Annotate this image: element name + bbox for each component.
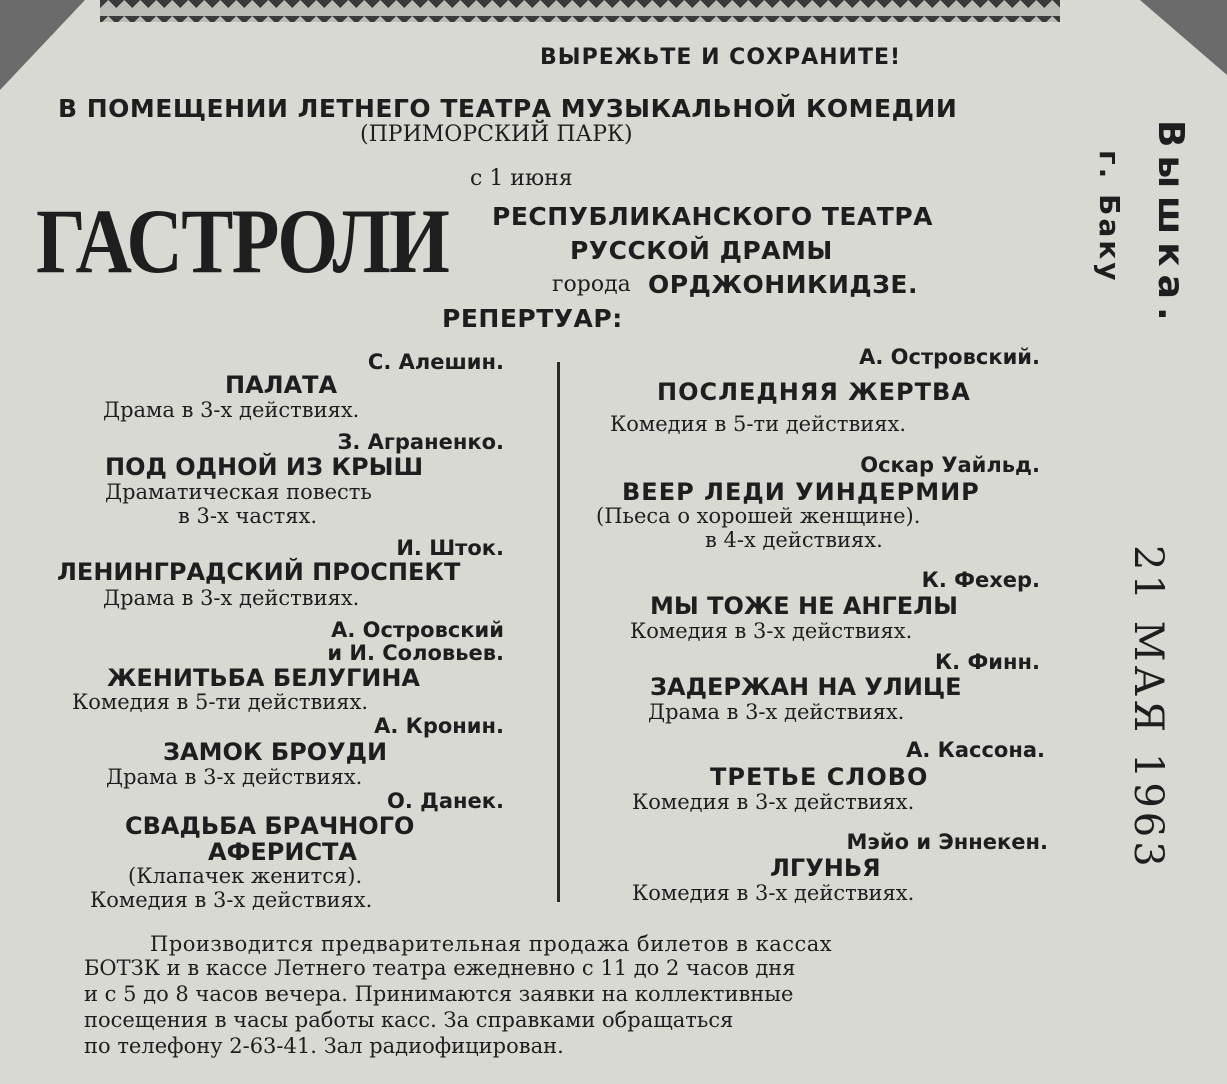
venue-subline: (ПРИМОРСКИЙ ПАРК) <box>360 122 633 147</box>
play-title-2: АФЕРИСТА <box>208 838 358 866</box>
play-title: ТРЕТЬЕ СЛОВО <box>710 763 929 791</box>
theatre-line-1: РЕСПУБЛИКАНСКОГО ТЕАТРА <box>492 202 934 231</box>
footer-line: Производится предварительная продажа билетов в кассах <box>150 932 833 956</box>
play-title: ЖЕНИТЬБА БЕЛУГИНА <box>107 664 420 692</box>
play-description: Драма в 3-х действиях. <box>103 398 360 422</box>
play-description: в 3-х частях. <box>178 504 318 528</box>
play-author-2: и И. Соловьев. <box>327 641 504 665</box>
newspaper-name: Вышка. <box>1150 120 1191 329</box>
play-title: ЗАДЕРЖАН НА УЛИЦЕ <box>650 673 962 701</box>
play-author: А. Островский. <box>859 345 1040 369</box>
start-date: с 1 июня <box>470 166 573 191</box>
footer-line: посещения в часы работы касс. За справками обращаться <box>84 1008 734 1032</box>
play-title: ЛЕНИНГРАДСКИЙ ПРОСПЕКТ <box>57 558 461 586</box>
play-title: МЫ ТОЖЕ НЕ АНГЕЛЫ <box>650 592 958 620</box>
play-description: Комедия в 5-ти действиях. <box>72 690 369 714</box>
footer-line: по телефону 2-63-41. Зал радиофицирован. <box>84 1034 564 1058</box>
play-author: К. Финн. <box>935 650 1040 674</box>
play-title: ВЕЕР ЛЕДИ УИНДЕРМИР <box>622 478 980 506</box>
play-author: А. Кассона. <box>906 738 1045 762</box>
theatre-line-2: РУССКОЙ ДРАМЫ <box>570 236 833 265</box>
play-description: в 4-х действиях. <box>705 528 883 552</box>
play-description: Комедия в 3-х действиях. <box>90 888 373 912</box>
repertoire-heading: РЕПЕРТУАР: <box>442 304 623 333</box>
play-description: Драма в 3-х действиях. <box>106 765 363 789</box>
play-description: Комедия в 3-х действиях. <box>632 790 915 814</box>
play-author: С. Алешин. <box>367 350 504 374</box>
play-description: Драма в 3-х действиях. <box>648 700 905 724</box>
play-title: ПАЛАТА <box>225 371 338 399</box>
issue-date: 21 МАЯ 1963 <box>1125 545 1171 871</box>
tour-title: ГАСТРОЛИ <box>36 190 449 292</box>
play-title: ПОД ОДНОЙ ИЗ КРЫШ <box>105 453 424 481</box>
play-title: ЛГУНЬЯ <box>770 854 881 882</box>
play-author: К. Фехер. <box>921 568 1040 592</box>
cutout-notice: ВЫРЕЖЬТЕ И СОХРАНИТЕ! <box>540 45 902 70</box>
column-divider <box>557 362 560 902</box>
play-description: Комедия в 3-х действиях. <box>632 881 915 905</box>
play-description: Драматическая повесть <box>105 480 372 504</box>
play-description: Комедия в 5-ти действиях. <box>610 412 907 436</box>
city-name: ОРДЖОНИКИДЗЕ. <box>648 270 919 299</box>
play-description: (Клапачек женится). <box>128 864 363 888</box>
play-title: ПОСЛЕДНЯЯ ЖЕРТВА <box>657 378 971 406</box>
newspaper-city: г. Баку <box>1093 150 1126 284</box>
venue-line: В ПОМЕЩЕНИИ ЛЕТНЕГО ТЕАТРА МУЗЫКАЛЬНОЙ КОМЕДИИ <box>58 94 958 123</box>
play-title: СВАДЬБА БРАЧНОГО <box>125 812 415 840</box>
play-title: ЗАМОК БРОУДИ <box>163 738 388 766</box>
play-author: Мэйо и Эннекен. <box>846 830 1048 854</box>
play-author: И. Шток. <box>396 536 504 560</box>
play-description: (Пьеса о хорошей женщине). <box>596 504 921 528</box>
play-author: А. Островский <box>331 618 504 642</box>
play-description: Комедия в 3-х действиях. <box>630 619 913 643</box>
torn-edge-decoration <box>100 0 1060 22</box>
play-author: Оскар Уайльд. <box>860 453 1040 477</box>
footer-line: БОТЗК и в кассе Летнего театра ежедневно с 11 до 2 часов дня <box>84 956 796 980</box>
play-author: З. Аграненко. <box>337 430 504 454</box>
play-author: О. Данек. <box>387 789 504 813</box>
city-prefix: города <box>552 272 631 297</box>
play-description: Драма в 3-х действиях. <box>103 586 360 610</box>
play-author: А. Кронин. <box>374 714 504 738</box>
footer-line: и с 5 до 8 часов вечера. Принимаются заявки на коллективные <box>84 982 794 1006</box>
